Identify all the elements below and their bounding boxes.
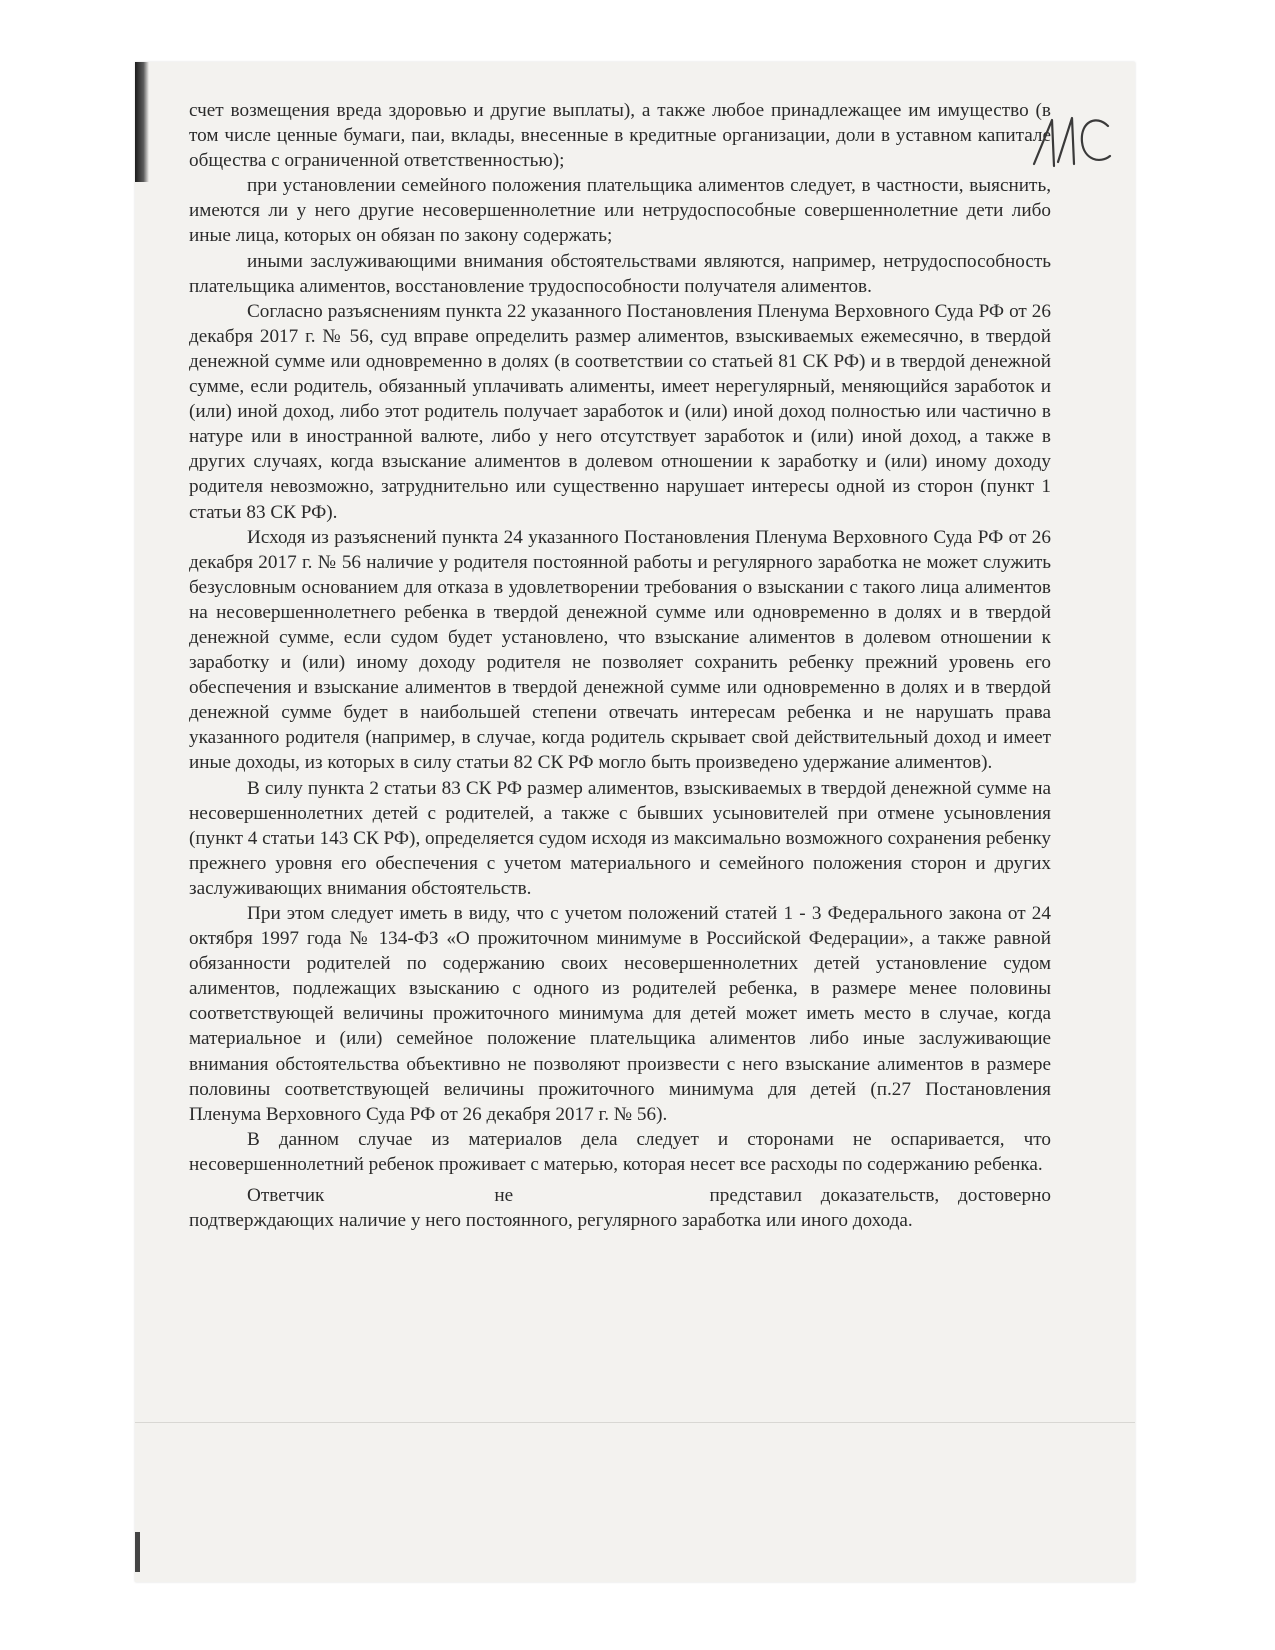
respondent-gap-word: не: [494, 1185, 514, 1207]
paragraph: В силу пункта 2 статьи 83 СК РФ размер алиментов, взыскиваемых в твердой денежной сумме на несовершеннолетних детей с родителей, а также с бывших усыновителей при отмене усыновления (пункт 4 статьи 143 СК РФ), определяется судом исходя из максимально возможного сохранения ребенку прежнего уровня его обеспечения с учетом материального и семейного положения сторон и других заслуживающих внимания обстоятельств.: [189, 777, 1051, 899]
paragraph: счет возмещения вреда здоровью и другие выплаты), а также любое принадлежащее им имущество (в том числе ценные бумаги, паи, вклады, внесенные в кредитные организации, доли в уставном капитале общества с ограниченной ответственностью);: [189, 100, 1051, 172]
paragraph: иными заслуживающими внимания обстоятельствами являются, например, нетрудоспособность плательщика алиментов, восстановление трудоспособности получателя алиментов.: [189, 250, 1051, 297]
document-page: [135, 62, 1135, 1582]
paragraph: при установлении семейного положения плательщика алиментов следует, в частности, выяснить, имеются ли у него другие несовершеннолетние или нетрудоспособные совершеннолетние дети либо иные лица, которых он обязан по закону содержать;: [189, 175, 1051, 247]
handwritten-page-number: [1028, 98, 1118, 178]
document-body: [189, 98, 1051, 1233]
paragraph: Исходя из разъяснений пункта 24 указанного Постановления Пленума Верховного Суда РФ от 26 декабря 2017 г. № 56 наличие у родителя постоянной работы и регулярного заработка не может служить безусловным основанием для отказа в удовлетворении требования о взыскании с такого лица алиментов на несовершеннолетнего ребенка в твердой денежной сумме или одновременно в долях и в твердой денежной сумме, если судом будет установлено, что взыскание алиментов в долевом отношении к заработку и (или) иному доходу родителя не позволяет сохранить ребенку прежний уровень его обеспечения и взыскание алиментов в твердой денежной сумме или одновременно в долях и в твердой денежной сумме будет в наибольшей степени отвечать интересам ребенка и не нарушать права указанного родителя (например, в случае, когда родитель скрывает свой действительный доход и имеет иные доходы, из которых в силу статьи 82 СК РФ могло быть произведено удержание алиментов).: [189, 526, 1051, 774]
scan-edge-shadow: [135, 62, 149, 182]
last-line: подтверждающих наличие у него постоянного, регулярного заработка или иного дохода.: [189, 1210, 913, 1232]
respondent-line: [189, 1183, 1051, 1208]
scan-edge-mark: [135, 1532, 140, 1572]
paragraph: Согласно разъяснениям пункта 22 указанного Постановления Пленума Верховного Суда РФ от 26 декабря 2017 г. № 56, суд вправе определить размер алиментов, взыскиваемых ежемесячно, в твердой денежной сумме или одновременно в долях (в соответствии со статьей 81 СК РФ) и в твердой денежной сумме, если родитель, обязанный уплачивать алименты, имеет нерегулярный, меняющийся заработок и (или) иной доход, либо этот родитель получает заработок и (или) иной доход полностью или частично в натуре или в иностранной валюте, либо у него отсутствует заработок и (или) иной доход, а также в других случаях, когда взыскание алиментов в долевом отношении к заработку и (или) иному доходу родителя невозможно, затруднительно или существенно нарушает интересы одной из сторон (пункт 1 статьи 83 СК РФ).: [189, 300, 1051, 523]
bottom-rule: [135, 1422, 1135, 1423]
paragraph: В данном случае из материалов дела следует и сторонами не оспаривается, что несовершеннолетний ребенок проживает с матерью, которая несет все расходы по содержанию ребенка.: [189, 1128, 1051, 1175]
respondent-word: Ответчик: [247, 1185, 325, 1207]
respondent-rest: представил доказательств, достоверно: [709, 1185, 1051, 1207]
paragraph: При этом следует иметь в виду, что с учетом положений статей 1 - 3 Федерального закона от 24 октября 1997 года № 134-ФЗ «О прожиточном минимуме в Российской Федерации», а также равной обязанности родителей по содержанию своих несовершеннолетних детей установление судом алиментов, подлежащих взысканию с одного из родителей ребенка, в размере менее половины соответствующей величины прожиточного минимума для детей может иметь место в случае, когда материальное и (или) семейное положение плательщика алиментов либо иные заслуживающие внимания обстоятельства объективно не позволяют произвести с него взыскание алиментов в размере половины соответствующей величины прожиточного минимума для детей (п.27 Постановления Пленума Верховного Суда РФ от 26 декабря 2017 г. № 56).: [189, 903, 1051, 1125]
